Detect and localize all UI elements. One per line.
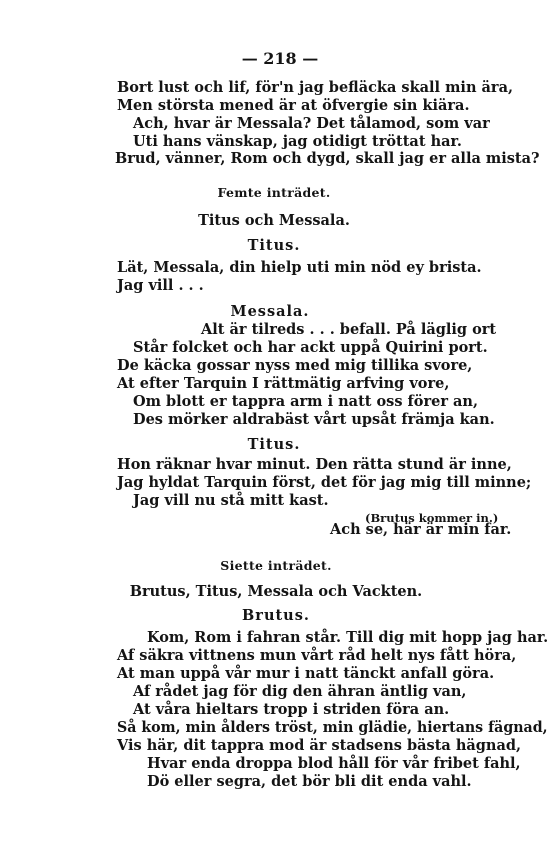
verse-line: At våra hieltars tropp i striden föra an. <box>133 701 450 718</box>
verse-line: Så kom, min ålders tröst, min glädie, hiertans fägnad, <box>117 719 548 736</box>
verse-line: Af rådet jag för dig den ähran äntlig van, <box>133 683 467 700</box>
verse-line: De käcka gossar nyss med mig tillika svore, <box>117 357 473 374</box>
scene-persons: Brutus, Titus, Messala och Vackten. <box>129 583 423 600</box>
speaker-name: Titus. <box>247 436 301 453</box>
speaker-name: Messala. <box>230 303 310 320</box>
scene-persons: Titus och Messala. <box>198 212 350 229</box>
scene-heading: Femte inträdet. <box>217 185 331 200</box>
scene-heading: Siette inträdet. <box>220 558 332 573</box>
verse-line: Hon räknar hvar minut. Den rätta stund är inne, <box>117 456 512 473</box>
verse-line: Om blott er tappra arm i natt oss förer an, <box>133 393 479 410</box>
verse-line: Kom, Rom i fahran står. Till dig mit hopp jag har. <box>147 629 549 646</box>
page-number: — 218 — <box>241 49 319 68</box>
verse-line: Bort lust och lif, för'n jag befläcka skall min ära, <box>117 79 514 96</box>
verse-line: Uti hans vänskap, jag otidigt tröttat har. <box>133 133 462 150</box>
verse-line: Dö eller segra, det bör bli dit enda vahl. <box>147 773 472 790</box>
verse-line: Jag hyldat Tarquin först, det för jag mig till minne; <box>117 474 532 491</box>
verse-line: Lät, Messala, din hielp uti min nöd ey brista. <box>117 259 482 276</box>
speaker-name: Titus. <box>247 237 301 254</box>
verse-line: Af säkra vittnens mun vårt råd helt nys fått höra, <box>117 647 517 664</box>
verse-line: Hvar enda droppa blod håll för vår fribet fahl, <box>147 755 521 772</box>
verse-line: At man uppå vår mur i natt tänckt anfall göra. <box>117 665 495 682</box>
verse-line: Jag vill nu stå mitt kast. <box>133 492 329 509</box>
stage-direction: (Brutus kommer in.) <box>365 511 499 525</box>
verse-line: Vis här, dit tappra mod är stadsens bästa hägnad, <box>117 737 522 754</box>
verse-line: Alt är tilreds . . . befall. På läglig ort <box>201 321 497 338</box>
verse-line: At efter Tarquin I rättmätig arfving vore, <box>117 375 450 392</box>
verse-line: Ach, hvar är Messala? Det tålamod, som var <box>133 115 490 132</box>
verse-line: Brud, vänner, Rom och dygd, skall jag er alla mista? <box>115 150 540 167</box>
verse-line: Står folcket och har ackt uppå Quirini port. <box>133 339 488 356</box>
verse-line: Jag vill . . . <box>117 277 204 294</box>
verse-line: Des mörker aldrabäst vårt upsåt främja kan. <box>133 411 495 428</box>
speaker-name: Brutus. <box>242 607 310 624</box>
verse-line: Ach se, här är min far. <box>330 521 512 538</box>
verse-line: Men största mened är at öfvergie sin kiära. <box>117 97 470 114</box>
